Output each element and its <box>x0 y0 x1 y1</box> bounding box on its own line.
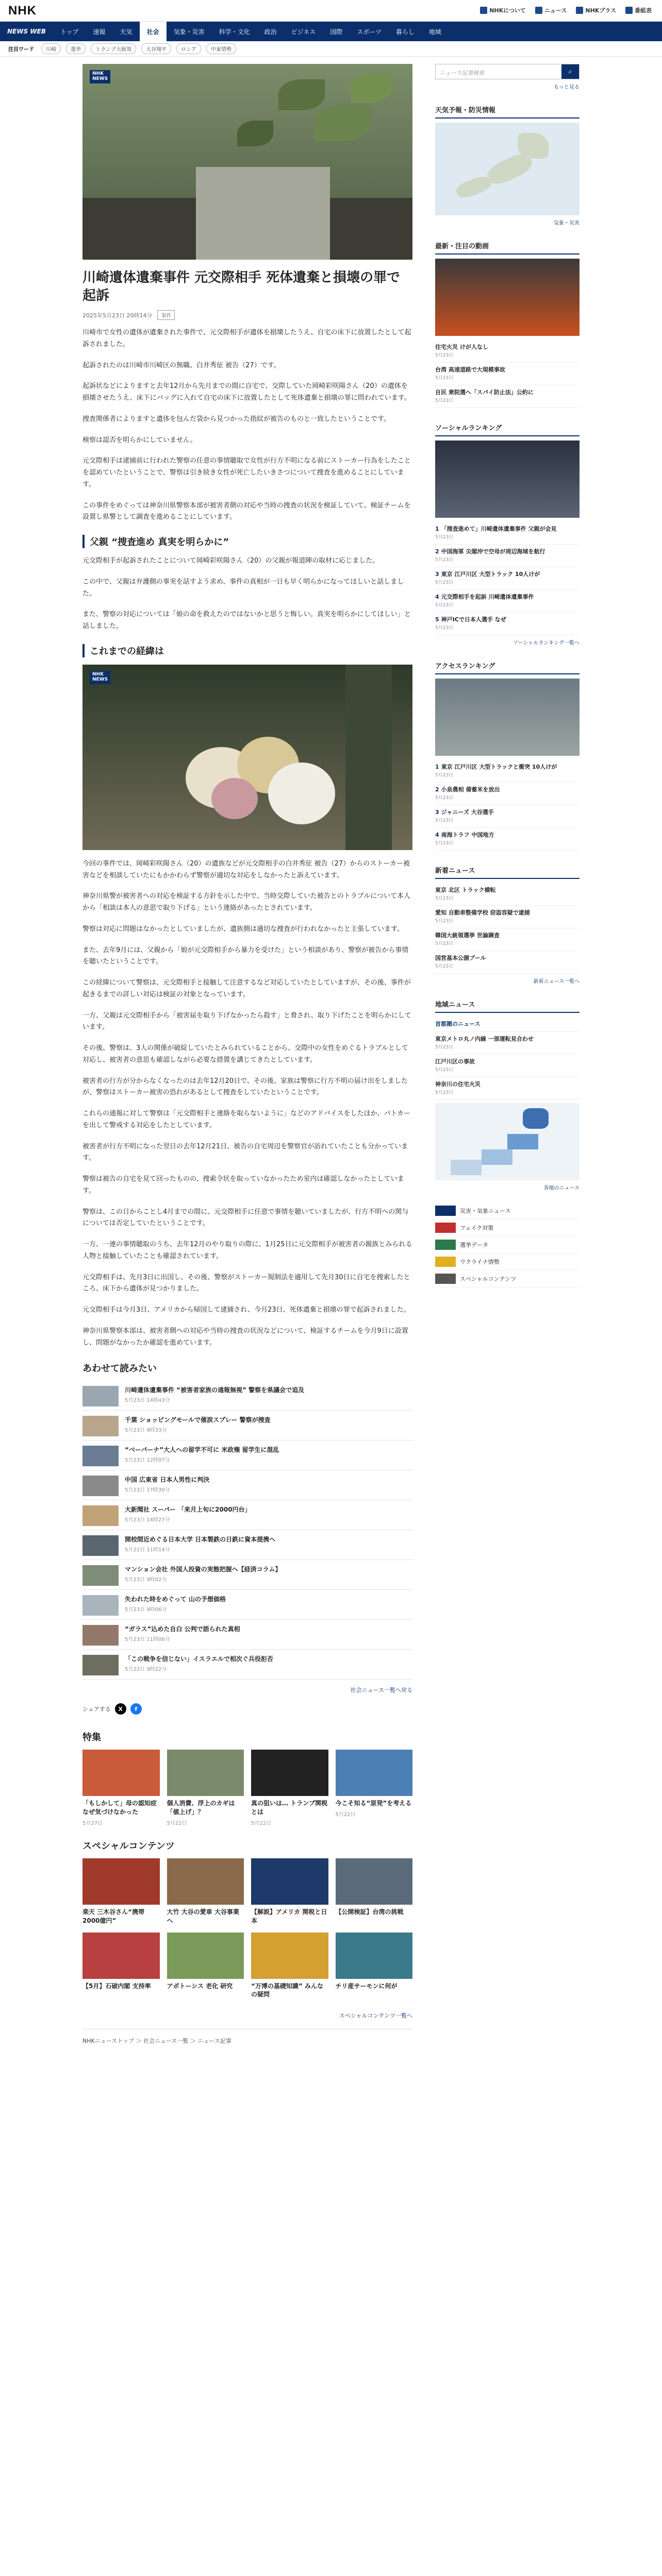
nhk-news-badge: NHK NEWS <box>90 70 110 83</box>
nav-item[interactable]: 天気 <box>120 28 133 36</box>
side-link[interactable]: 災害・気象ニュース <box>435 1202 580 1219</box>
section-heading: 父親 “捜査進め 真実を明らかに” <box>82 535 412 548</box>
trend-label: 注目ワード <box>8 47 34 53</box>
article-paragraph: 捜査関係者によりますと遺体を包んだ袋から見つかった指紋が被告のものと一致したということです。 <box>82 415 390 423</box>
article-title: 川崎遺体遺棄事件 元交際相手 死体遺棄と損壊の罪で起訴 <box>82 270 401 304</box>
nav-item[interactable]: 地域 <box>428 28 441 36</box>
nav-item[interactable]: 政治 <box>264 28 277 36</box>
related-item[interactable]: “ガラス”込めた自白 公判で語られた真相 5月23日 11時06分 <box>82 1620 412 1650</box>
back-to-list-link[interactable]: 社会ニュース一覧へ戻る <box>350 1687 412 1694</box>
access-item[interactable]: 4 南海トラフ 中国地方 5月23日 <box>435 828 580 851</box>
article-paragraph: 一方、一連の事情聴取のうち、去年12月のやり取りの際に、1月25日に元交際相手が被害者の親族とみられる人物と接触していたことも確認されています。 <box>82 1241 412 1260</box>
article-main <box>82 64 412 2052</box>
article-paragraph: その後、警察は、3人の関係が破綻していたとみられていることから、交際中の女性をめぐるトラブルとして対応し、被害者の意思も確認しながら必要な措置を講じてきたとしています。 <box>82 1044 408 1064</box>
local-news-item[interactable]: 神奈川の住宅火災 5月23日 <box>435 1077 580 1100</box>
article-paragraph: これらの通報に対して警察は「元交際相手と連絡を取らないように」などのアドバイスをしたほか、パトカーを出して警戒する対応をしたとしています。 <box>82 1110 410 1129</box>
facebook-icon[interactable]: f <box>130 1703 142 1715</box>
access-item[interactable]: 2 小泉農相 備蓄米を放出 5月23日 <box>435 783 580 805</box>
special-card[interactable]: 【解説】アメリカ 関税と日本 <box>251 1858 328 1925</box>
weather-link[interactable]: 気象・災害 <box>554 221 580 226</box>
section-heading: これまでの経緯は <box>82 644 412 657</box>
local-region[interactable]: 首都圏のニュース <box>435 1017 580 1032</box>
article-paragraph: 警察は被告の自宅を見て回ったものの、捜索令状を取っていなかったため室内は確認しなかったとしています。 <box>82 1175 404 1195</box>
related-item[interactable]: 失われた時をめぐって 山の予想価格 5月23日 9時06分 <box>82 1590 412 1620</box>
article-meta <box>82 310 412 320</box>
special-section <box>82 1839 412 2020</box>
article-paragraph: 起訴状などによりますと去年12月から先月までの間に自宅で、交際していた岡崎彩咲陽さん（20）の遺体を損壊させたうえ、床下にバッグに入れて自宅の床下に放置したとして死体遺棄と損壊の罪に問われています。 <box>82 382 411 402</box>
article-paragraph: 元交際相手が起訴されたことについて岡崎彩咲陽さん（20）の父親が報道陣の取材に応じました。 <box>82 557 379 565</box>
feature-card[interactable]: 今こそ知る“原発”を考える 5月22日 <box>336 1750 413 1826</box>
latest-video-item[interactable]: 台湾 高速道路で大規模事故 5月23日 <box>435 363 580 385</box>
latest-video-item[interactable]: 住宅火災 けが人なし 5月23日 <box>435 340 580 363</box>
sidebar <box>435 64 580 2052</box>
ranking-item[interactable]: 5 神戸ICで日本人選手 なぜ 5月23日 <box>435 613 580 635</box>
access-image[interactable] <box>435 679 580 756</box>
related-item[interactable]: 中国 広東省 日本人男性に判決 5月23日 17時30分 <box>82 1470 412 1500</box>
article-paragraph: 被害者が行方不明になった翌日の去年12月21日、被告の自宅周辺を警察官が訪れていたことも分かっています。 <box>82 1142 408 1162</box>
region-map[interactable] <box>435 1103 580 1180</box>
article-paragraph: 一方、父親は元交際相手から「被害届を取り下げなかったら殺す」と脅され、取り下げたことを明らかにしています。 <box>82 1011 411 1031</box>
search-box <box>435 64 580 79</box>
ranking-image[interactable] <box>435 440 580 518</box>
feature-card[interactable]: 個人消費、浮上のカギは「値上げ」？ 5月22日 <box>167 1750 244 1826</box>
new-news-item[interactable]: 韓国大統領選挙 世論調査 5月23日 <box>435 928 580 951</box>
special-card[interactable]: “万博の基礎知識” みんなの疑問 <box>251 1933 328 1999</box>
search-icon[interactable]: ⌕ <box>561 64 579 79</box>
special-title: スペシャルコンテンツ <box>82 1841 175 1852</box>
special-card[interactable]: 【公開検証】台湾の挑戦 <box>336 1858 413 1925</box>
article-paragraph: 元交際相手は今月3日、アメリカから帰国して逮捕され、今月23日、死体遺棄と損壊の罪で起訴されました。 <box>82 1306 410 1314</box>
nav-item[interactable]: 気象・災害 <box>173 28 205 36</box>
side-link[interactable]: ウクライナ情勢 <box>435 1253 580 1270</box>
top-link-news[interactable]: ニュース <box>535 6 567 14</box>
nav-item[interactable]: 科学・文化 <box>219 28 250 36</box>
trend-chip[interactable]: トランプ大統領 <box>91 43 136 54</box>
article-paragraph: 元交際相手は逮捕前に行われた警察の任意の事情聴取で女性が行方不明になる前にストーカー行為をしたことを認めていたということで、警察は引き続き女性が死亡したいきさつについて捜査を進めることにしています。 <box>82 457 411 488</box>
ranking-item[interactable]: 1 「捜査進めて」川崎遺体遺棄事件 父親が会見 5月23日 <box>435 522 580 545</box>
top-link-about[interactable]: NHKについて <box>480 6 526 14</box>
ranking-item[interactable]: 3 東京 江戸川区 大型トラック 10人けが 5月23日 <box>435 567 580 590</box>
main-nav <box>0 22 662 41</box>
related-item[interactable]: “ベーパーナ”大人への留学不可に 米政権 留学生に混乱 5月23日 12時07分 <box>82 1440 412 1470</box>
article-paragraph: この中で、父親は弁護側の事実を話すよう求め、事件の真相が一日も早く明らかになってほしいと話しました。 <box>82 578 404 598</box>
new-news-title: 新着ニュース <box>435 862 580 879</box>
feature-card[interactable]: 真の狙いは… トランプ関税とは 5月22日 <box>251 1750 328 1826</box>
ranking-item[interactable]: 2 中国海軍 尖閣沖で空母が周辺海域を航行 5月23日 <box>435 545 580 567</box>
news-icon <box>535 7 542 14</box>
related-item[interactable]: マンション会社 外国人投資の実態把握へ【経済コラム】 5月23日 9時02分 <box>82 1560 412 1590</box>
latest-video-item[interactable]: 自民 衆院選へ「スパイ防止法」公約に 5月23日 <box>435 385 580 408</box>
breadcrumb[interactable]: NHKニューストップ ＞ 社会ニュース一覧 ＞ ニュース記事 <box>82 2029 412 2052</box>
new-news-item[interactable]: 国営基本公園プール 5月23日 <box>435 951 580 974</box>
nav-item[interactable]: ビジネス <box>291 28 316 36</box>
local-news-item[interactable]: 江戸川区の事故 5月23日 <box>435 1055 580 1077</box>
nhk-news-badge: NHK NEWS <box>90 671 110 684</box>
latest-video-title: 最新・注目の動画 <box>435 238 580 255</box>
special-card[interactable]: 楽天 三木谷さん“携帯2000億円” <box>82 1858 160 1925</box>
trend-words <box>0 41 662 57</box>
special-more-link[interactable]: スペシャルコンテンツ一覧へ <box>339 2012 412 2020</box>
top-link-schedule[interactable]: 番組表 <box>625 6 652 14</box>
x-icon[interactable]: X <box>115 1703 126 1715</box>
nav-brand[interactable]: NEWS WEB <box>7 28 46 35</box>
article-hero-image <box>82 64 412 260</box>
access-ranking-title: アクセスランキング <box>435 657 580 674</box>
nav-item[interactable]: 速報 <box>93 28 106 36</box>
special-card[interactable]: 大竹 大谷の愛車 大谷事業へ <box>167 1858 244 1925</box>
article-paragraph: この経緯について警察は、元交際相手と接触して注意するなど対応していたとしていますが、その後、事件が起きるまでの詳しい対応は検証の対象となっています。 <box>82 979 411 998</box>
share-label: シェアする <box>82 1706 111 1713</box>
side-link[interactable]: フェイク対策 <box>435 1219 580 1236</box>
access-item[interactable]: 1 東京 江戸川区 大型トラックと衝突 10人けが 5月23日 <box>435 760 580 783</box>
flowers-photo <box>82 665 412 850</box>
special-card[interactable]: アポトーシス 老化 研究 <box>167 1933 244 1999</box>
local-more-link[interactable]: 各地のニュース <box>543 1185 580 1191</box>
calendar-icon <box>625 7 633 14</box>
nav-item[interactable]: スポーツ <box>357 28 382 36</box>
trend-chip[interactable]: ロシア <box>176 43 201 54</box>
new-news-item[interactable]: 東京 北区 トラック横転 5月23日 <box>435 883 580 906</box>
features-title: 特集 <box>82 1732 101 1743</box>
article-paragraph: この事件をめぐっては神奈川県警察本部が被害者側の対応や当時の捜査の状況を検証していて、検証チームを設置し県警として調査を進めることにしています。 <box>82 501 411 521</box>
local-news-item[interactable]: 東京メトロ丸ノ内線 一部運転見合わせ 5月23日 <box>435 1032 580 1055</box>
related-item[interactable]: 川崎遺体遺棄事件 “被害者家族の通報無視” 警察を県議会で追及 5月23日 14時43分 <box>82 1381 412 1411</box>
article-tag[interactable]: 事件 <box>157 310 175 320</box>
article-paragraph: 起訴されたのは川崎市川崎区の無職、白井秀征 被告（27）です。 <box>82 361 280 369</box>
special-card[interactable]: チリ産サーモンに何が <box>336 1933 413 1999</box>
article-paragraph: 神奈川県警が被害者への対応を検証する方針を示した中で、当時交際していた被告とのトラブルについて本人から「相談は本人の意思で取り下げる」という連絡があったとされています。 <box>82 892 410 912</box>
article-paragraph: 警察は対応に問題はなかったとしていましたが、遺族側は適切な捜査が行われなかったと主張しています。 <box>82 925 404 933</box>
feature-card[interactable]: 「もしかして」母の認知症 なぜ気づけなかった 5月27日 <box>82 1750 160 1826</box>
article-paragraph: 検察は認否を明らかにしていません。 <box>82 436 197 444</box>
access-item[interactable]: 3 ジャニーズ 大谷選手 5月23日 <box>435 805 580 828</box>
weather-map[interactable] <box>435 123 580 215</box>
related-item[interactable]: 開校間近めぐる日本大学 日本製鉄の日鉄に資本提携へ 5月22日 11時14分 <box>82 1530 412 1560</box>
article-paragraph: また、去年9月には、父親から「娘が元交際相手から暴力を受けた」という相談があり、警察が被告から事情を聴いたということです。 <box>82 946 409 966</box>
top-bar <box>0 0 662 22</box>
ranking-item[interactable]: 4 元交際相手を起訴 川崎遺体遺棄事件 5月23日 <box>435 590 580 613</box>
related-title: あわせて読みたい <box>82 1363 157 1375</box>
share-bar <box>82 1703 412 1715</box>
play-icon <box>576 7 583 14</box>
local-news-title: 地域ニュース <box>435 996 580 1013</box>
special-card[interactable]: 【5月】石破内閣 支持率 <box>82 1933 160 1999</box>
new-news-item[interactable]: 愛知 自動車整備学校 窃盗容疑で逮捕 5月23日 <box>435 906 580 928</box>
article-paragraph: 被害者の行方が分からなくなったのは去年12月20日で、その後、家族は警察に行方不明の届け出をしましたが、警察はストーカー被害の恐れがあるとして捜査をしていたということです。 <box>82 1077 408 1097</box>
nav-item[interactable]: 暮らし <box>395 28 415 36</box>
related-item[interactable]: 千葉 ショッピングモールで催涙スプレー 警察が捜査 5月23日 9時33分 <box>82 1411 412 1440</box>
latest-video-image[interactable] <box>435 259 580 336</box>
related-item[interactable]: 「この戦争を信じない」イスラエルで相次ぐ兵役拒否 5月22日 9時22分 <box>82 1650 412 1680</box>
article-paragraph: 警察は、この日からことし4月までの間に、元交際相手に任意で事情を聴いていましたが、行方不明への関与については否定していたということです。 <box>82 1208 409 1228</box>
nav-item[interactable]: トップ <box>60 28 79 36</box>
nav-item[interactable]: 国際 <box>330 28 343 36</box>
article-paragraph: 神奈川県警察本部は、被害者側への対応や当時の捜査の状況などについて、検証するチームを今月9日に設置し、問題がなかったか確認を進めています。 <box>82 1327 408 1347</box>
related-item[interactable]: 大新聞社 スーパー 「来月上旬に2000円台」 5月23日 14時27分 <box>82 1500 412 1530</box>
article-paragraph: また、警察の対応については「娘の命を救えたのではないかと思うと悔しい。真実を明らかにしてほしい」と話しました。 <box>82 611 411 631</box>
trend-chip[interactable]: 川崎 <box>41 43 61 54</box>
weather-title: 天気予報・防災情報 <box>435 101 580 118</box>
trend-chip[interactable]: 中東情勢 <box>206 43 236 54</box>
related-section <box>82 1361 412 1694</box>
top-link-plus[interactable]: NHKプラス <box>576 6 616 14</box>
trend-chip[interactable]: 選挙 <box>66 43 86 54</box>
nhk-logo[interactable]: NHK <box>8 3 37 18</box>
side-link[interactable]: スペシャルコンテンツ <box>435 1270 580 1287</box>
side-link[interactable]: 選挙データ <box>435 1236 580 1253</box>
more-link[interactable]: もっと見る <box>554 84 580 90</box>
ranking-link[interactable]: ソーシャルランキング一覧へ <box>512 640 580 646</box>
nav-item-active[interactable]: 社会 <box>140 22 167 41</box>
info-icon <box>480 7 487 14</box>
article-date: 2025年5月23日 20時14分 <box>82 312 153 319</box>
search-input[interactable]: ニュース記事検索 <box>440 70 485 76</box>
new-news-link[interactable]: 新着ニュース一覧へ <box>533 978 580 985</box>
social-ranking-title: ソーシャルランキング <box>435 419 580 436</box>
article-paragraph: 今回の事件では、岡崎彩咲陽さん（20）の遺族などが元交際相手の白井秀征 被告（27）からのストーカー被害などを相談していたにもかかわらず警察が適切な対応をしなかったと訴えています。 <box>82 859 410 879</box>
article-paragraph: 川崎市で女性の遺体が遺棄された事件で、元交際相手が遺体を損壊したうえ、自宅の床下に放置したとして起訴されました。 <box>82 329 411 348</box>
article-paragraph: 元交際相手は、先月3日に出国し、その後、警察がストーカー規制法を適用して先月30日に自宅を捜索したところ、床下から遺体が見つかりました。 <box>82 1273 410 1293</box>
trend-chip[interactable]: 大谷翔平 <box>141 43 171 54</box>
features-section <box>82 1730 412 1826</box>
